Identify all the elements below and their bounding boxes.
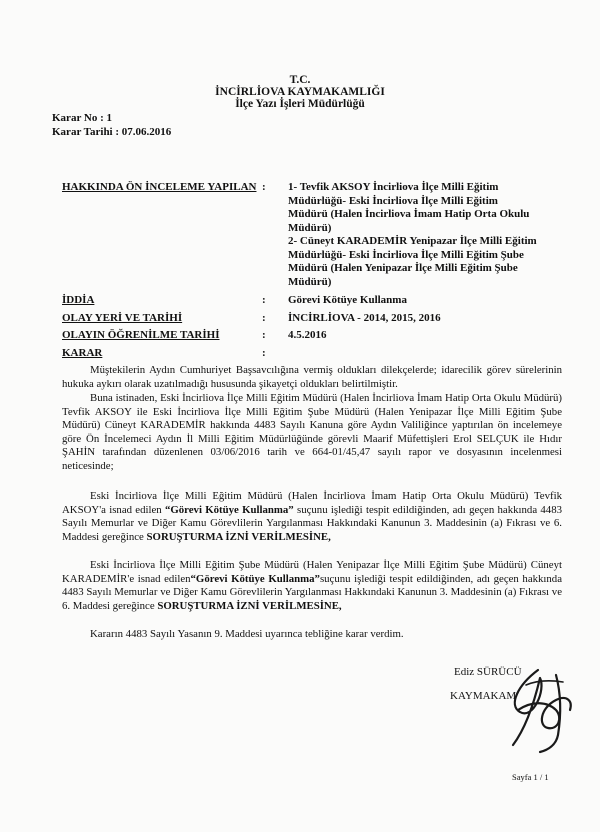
learn-date-value: 4.5.2016 (288, 329, 327, 341)
place-value: İNCİRLİOVA - 2014, 2015, 2016 (288, 312, 441, 324)
place-label: OLAY YERİ VE TARİHİ (62, 312, 183, 324)
about-label: HAKKINDA ÖN İNCELEME YAPILAN (62, 181, 257, 193)
page-number: Sayfa 1 / 1 (512, 772, 549, 782)
claim-colon: : (262, 294, 266, 306)
decision-label: KARAR (62, 347, 103, 359)
paragraph-decision-aksoy (62, 490, 562, 544)
header-institution: İNCİRLİOVA KAYMAKAMLIĞI (215, 86, 385, 98)
decision-date: Karar Tarihi : 07.06.2016 (52, 126, 172, 138)
decision-aksoy-text-1: Eski İncirliova İlçe Milli Eğitim Müdürü (Halen İncirliova İmam Hatip Orta Okulu Müdürü) Tevfik AKSOY'a isnad edilen (62, 490, 562, 516)
handwritten-signature (478, 650, 588, 760)
about-person-1: 1- Tevfik AKSOY İncirliova İlçe Milli Eğitim Müdürlüğü- Eski İncirliova İlçe Milli Eğitim Müdürü (Halen İncirliova İmam Hatip Orta Okulu Müdürü) (288, 181, 530, 234)
decision-aksoy-verdict: SORUŞTURMA İZNİ VERİLMESİNE, (146, 530, 331, 543)
header-tc: T.C. (289, 74, 311, 86)
learn-date-label: OLAYIN ÖĞRENİLME TARİHİ (62, 329, 220, 341)
paragraph-complaint-text: Müştekilerin Aydın Cumhuriyet Başsavcılığına vermiş oldukları dilekçelerde; idarecilik görev sürelerinin hukuka aykırı olarak uzatılmadığı hususunda şikayetçi oldukları belirtilmiştir. (62, 364, 562, 390)
decision-karademir-text-2: suçunu işlediği tespit edildiğinden, adı geçen hakkında 4483 Sayılı Memurlar ve Diğer Kamu Görevlilerin Yargılanması Hakkındaki Kanunun 3. Maddesinin (a) Fıkrası ve 6. Maddesi gereğince (62, 572, 562, 612)
document-header (0, 74, 600, 110)
decision-aksoy-text-2: suçunu işlediği tespit edildiğinden, adı geçen hakkında 4483 Sayılı Memurlar ve Diğer Kamu Görevlilerin Yargılanması Hakkındaki Kanunun 3. Maddesinin (a) Fıkrası ve 6. Maddesi gereğince (62, 503, 562, 543)
paragraph-investigation-text: Buna istinaden, Eski İncirliova İlçe Milli Eğitim Müdürü (Halen İncirliova İmam Hatip Orta Okulu Müdürü) Tevfik AKSOY ile Eski İncirliova İlçe Milli Eğitim Şube Müdürü (Halen Yenipazar İlçe Milli Eğitim Şube Müdürü) Cüneyt KARADEMİR hakkında 4483 Sayılı Kanuna göre Aydın Valiliğince yaptırılan ön incelemeye göre Ön İncelemeci Aydın İl Milli Eğitim Müdürlüğünde görevli Maarif Müfettişleri Erol SELÇUK ile Hıdır ŞAHİN tarafından düzenlenen 03/06/2016 tarih ve 664-01/45,47 sayılı rapor ve dosyasının incelenmesi neticesinde; (62, 392, 562, 472)
paragraph-notification (62, 628, 562, 642)
paragraph-investigation (62, 392, 562, 474)
decision-number: Karar No : 1 (52, 112, 112, 124)
paragraph-notification-text: Kararın 4483 Sayılı Yasanın 9. Maddesi uyarınca tebliğine karar verdim. (90, 628, 404, 640)
decision-karademir-charge: “Görevi Kötüye Kullanma” (190, 572, 320, 585)
signatory-name: Ediz SÜRÜCÜ (454, 666, 522, 678)
claim-value: Görevi Kötüye Kullanma (288, 294, 407, 306)
decision-karademir-verdict: SORUŞTURMA İZNİ VERİLMESİNE, (157, 599, 342, 612)
signatory-title: KAYMAKAM (450, 690, 517, 702)
decision-karademir-text-1: Eski İncirliova İlçe Milli Eğitim Şube Müdürü (Halen Yenipazar İlçe Milli Eğitim Şube Müdürü) Cüneyt KARADEMİR'e isnad edilen (62, 559, 562, 585)
paragraph-complaint (62, 364, 562, 391)
decision-colon: : (262, 347, 266, 359)
place-colon: : (262, 312, 266, 324)
learn-date-colon: : (262, 329, 266, 341)
about-colon: : (262, 181, 266, 193)
paragraph-decision-karademir (62, 559, 562, 613)
decision-aksoy-charge: “Görevi Kötüye Kullanma” (164, 503, 294, 516)
about-person-2: 2- Cüneyt KARADEMİR Yenipazar İlçe Milli Eğitim Müdürlüğü- Eski İncirliova İlçe Milli Eğitim Şube Müdürü (Halen Yenipazar İlçe Milli Eğitim Şube Müdürü) (288, 235, 537, 288)
header-department: İlçe Yazı İşleri Müdürlüğü (235, 98, 365, 110)
claim-label: İDDİA (62, 294, 95, 306)
